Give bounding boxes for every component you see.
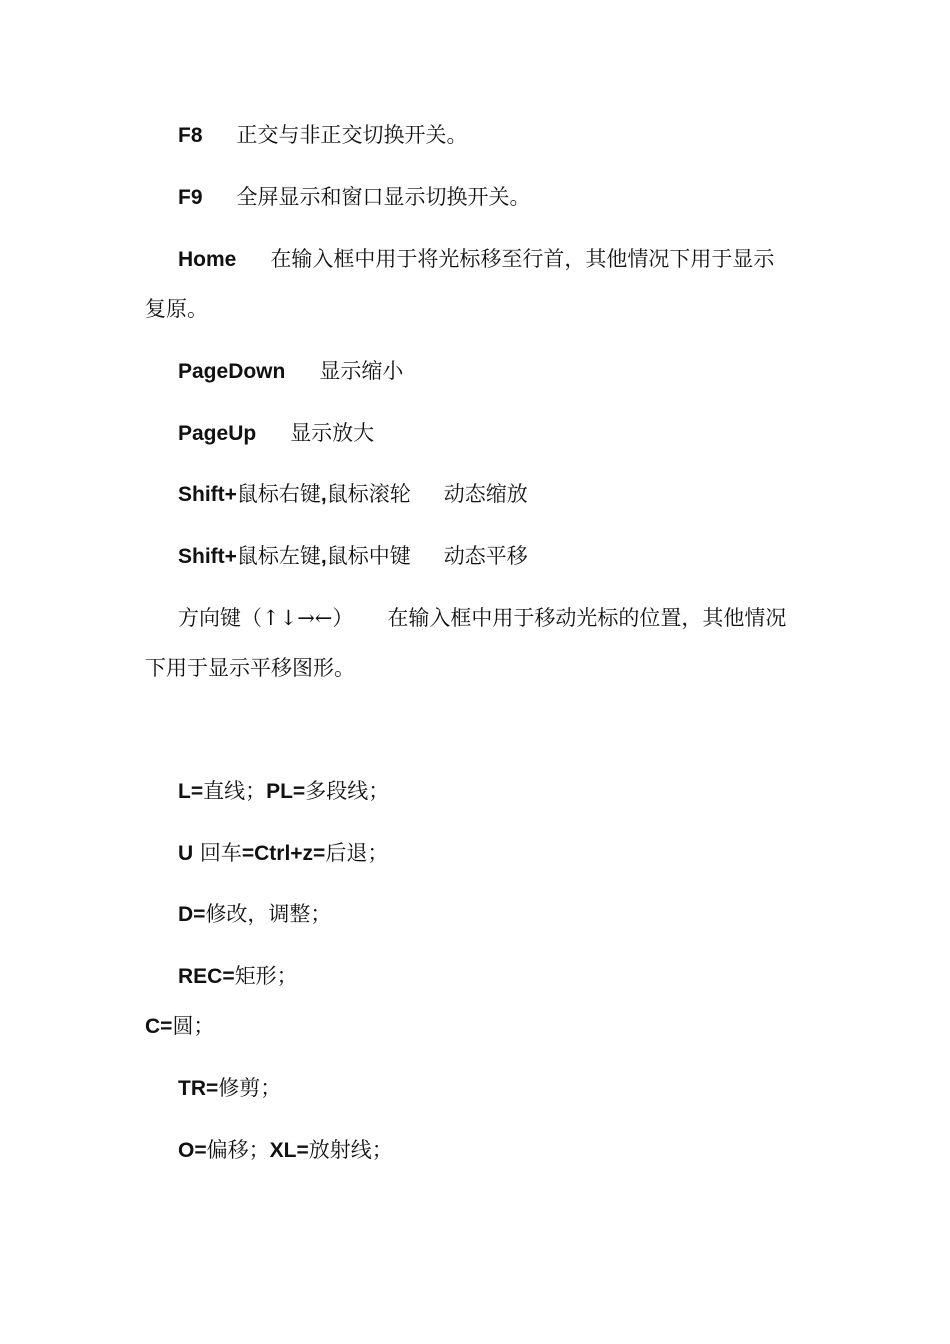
shortcut-shift-zoom bbox=[0, 480, 950, 509]
shortcut-key-text: 鼠标滚轮 bbox=[326, 482, 411, 506]
command-line bbox=[0, 1074, 950, 1103]
command-text: 多段线； bbox=[305, 779, 390, 803]
command-key: REC= bbox=[178, 965, 235, 988]
shortcut-key: PageUp bbox=[178, 422, 257, 445]
shortcut-key-sep: , bbox=[320, 483, 327, 506]
command-line bbox=[0, 1012, 950, 1041]
shortcut-key-text: 鼠标左键 bbox=[236, 544, 321, 568]
shortcut-key: Home bbox=[178, 248, 237, 271]
shortcut-key: Shift+ bbox=[178, 483, 237, 506]
command-key: L= bbox=[178, 780, 204, 803]
shortcut-arrows-cont bbox=[0, 654, 950, 682]
shortcut-key-text: 鼠标中键 bbox=[326, 544, 411, 568]
shortcut-desc: 在输入框中用于将光标移至行首，其他情况下用于显示 bbox=[270, 247, 775, 271]
shortcut-desc: 在输入框中用于移动光标的位置，其他情况 bbox=[387, 606, 787, 630]
shortcut-key: PageDown bbox=[178, 360, 286, 383]
shortcut-key: Shift+ bbox=[178, 545, 237, 568]
command-line bbox=[0, 839, 950, 868]
command-key: TR= bbox=[178, 1077, 219, 1100]
shortcut-f8 bbox=[0, 121, 950, 150]
shortcut-arrows bbox=[0, 604, 950, 632]
shortcut-f9 bbox=[0, 183, 950, 212]
command-text: 回车 bbox=[193, 841, 242, 865]
command-text: 偏移； bbox=[206, 1138, 270, 1162]
shortcut-key: F9 bbox=[178, 186, 203, 209]
command-text: 放射线； bbox=[308, 1138, 393, 1162]
shortcut-key: 方向键（↑↓→←） bbox=[178, 606, 354, 630]
shortcut-key: F8 bbox=[178, 124, 203, 147]
shortcut-pagedown bbox=[0, 357, 950, 386]
command-line bbox=[0, 1136, 950, 1165]
command-line bbox=[0, 777, 950, 806]
command-key: =Ctrl+z= bbox=[241, 842, 326, 865]
shortcut-desc: 动态平移 bbox=[443, 544, 528, 568]
shortcut-desc-cont: 复原。 bbox=[145, 297, 208, 321]
shortcut-desc: 显示放大 bbox=[290, 421, 375, 445]
shortcut-key-sep: , bbox=[320, 545, 327, 568]
command-line bbox=[0, 900, 950, 929]
shortcut-desc: 显示缩小 bbox=[319, 359, 404, 383]
command-text: 修改，调整； bbox=[205, 902, 332, 926]
command-key: O= bbox=[178, 1139, 207, 1162]
command-key: PL= bbox=[266, 780, 306, 803]
shortcut-home-cont bbox=[0, 295, 950, 323]
command-text: 修剪； bbox=[218, 1076, 282, 1100]
command-text: 矩形； bbox=[234, 964, 298, 988]
shortcut-desc-cont: 下用于显示平移图形。 bbox=[145, 656, 355, 680]
shortcut-desc: 全屏显示和窗口显示切换开关。 bbox=[236, 185, 531, 209]
command-key: D= bbox=[178, 903, 206, 926]
command-text: 直线； bbox=[203, 779, 267, 803]
command-key: U bbox=[178, 842, 194, 865]
shortcut-pageup bbox=[0, 419, 950, 448]
command-text: 后退； bbox=[325, 841, 389, 865]
shortcut-home bbox=[0, 245, 950, 274]
command-key: C= bbox=[145, 1015, 173, 1038]
shortcut-desc: 动态缩放 bbox=[443, 482, 528, 506]
shortcut-key-text: 鼠标右键 bbox=[236, 482, 321, 506]
command-text: 圆； bbox=[172, 1014, 215, 1038]
command-line bbox=[0, 962, 950, 991]
command-key: XL= bbox=[269, 1139, 309, 1162]
shortcut-shift-pan bbox=[0, 542, 950, 571]
shortcut-desc: 正交与非正交切换开关。 bbox=[236, 123, 468, 147]
